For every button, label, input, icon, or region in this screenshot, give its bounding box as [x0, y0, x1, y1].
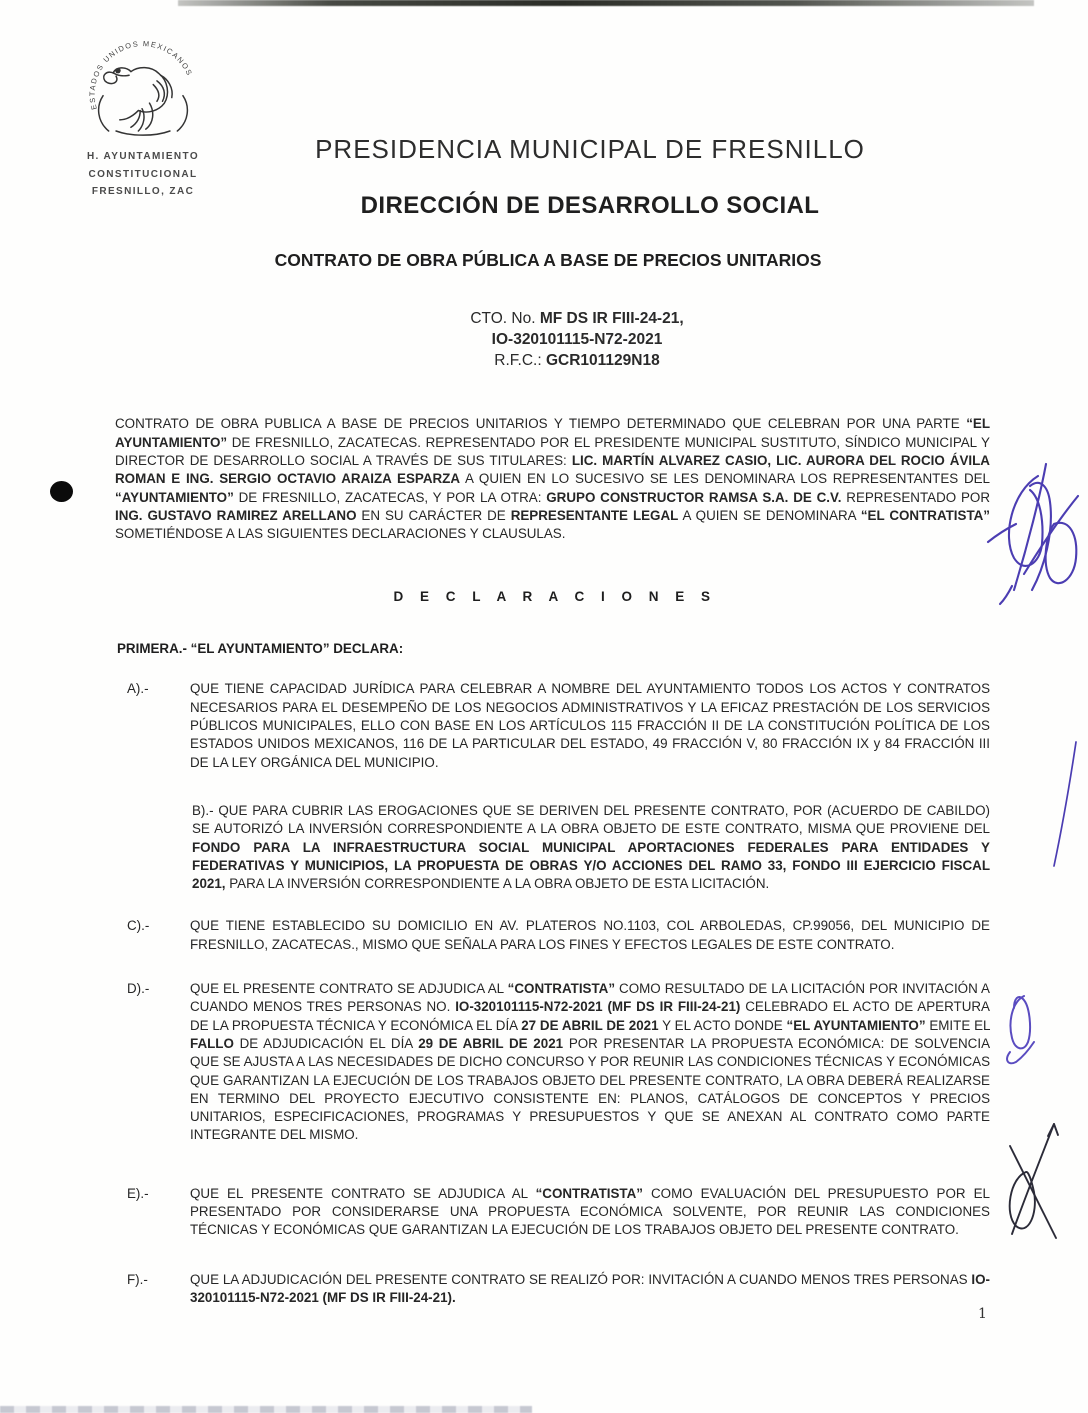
declaration-item-a: [127, 680, 990, 771]
primera-declara-heading: PRIMERA.- “EL AYUNTAMIENTO” DECLARA:: [117, 641, 404, 657]
item-label-f: F).-: [127, 1271, 148, 1287]
signature-ink-scribble: [982, 452, 1084, 608]
contract-type-title: CONTRATO DE OBRA PÚBLICA A BASE DE PRECIOS UNITARIOS: [274, 250, 822, 270]
item-text-c: QUE TIENE ESTABLECIDO SU DOMICILIO EN AV. PLATEROS NO.1103, COL ARBOLEDAS, CP.99056, DEL MUNICIPIO DE FRESNILLO, ZACATECAS., MISMO QUE SEÑALA PARA LOS FINES Y EFECTOS LEGALES DE ESTE CONTRATO.: [190, 918, 990, 952]
emblem-caption-line1: H. AYUNTAMIENTO: [86, 151, 200, 162]
emblem-caption-line3: FRESNILLO, ZAC: [91, 186, 195, 197]
x-ink-mark: [996, 1116, 1066, 1246]
letterhead-emblem-block: [58, 40, 228, 201]
margin-line-ink-mark: [1046, 738, 1082, 870]
mexican-coat-of-arms-icon: [79, 40, 207, 144]
declaration-item-f: [127, 1271, 990, 1308]
page-title: PRESIDENCIA MUNICIPAL DE FRESNILLO: [315, 134, 865, 164]
scan-artifact-bottom-bar: [0, 1406, 532, 1413]
contract-number-line-1: CTO. No. MF DS IR FIII-24-21,: [470, 310, 684, 327]
item-text-f: QUE LA ADJUDICACIÓN DEL PRESENTE CONTRATO SE REALIZÓ POR: INVITACIÓN A CUANDO MENOS TRES PERSONAS IO-320101115-N72-2021 (MF DS IR FIII-24-21).: [190, 1271, 990, 1305]
declaration-item-c: [127, 917, 990, 954]
item-label-d: D).-: [127, 981, 150, 997]
item-text-d: QUE EL PRESENTE CONTRATO SE ADJUDICA AL “CONTRATISTA” COMO RESULTADO DE LA LICITACIÓN POR INVITACIÓN A CUANDO MENOS TRES PERSONAS NO. IO-320101115-N72-2021 (MF DS IR FIII-24-21) CELEBRADO EL ACTO DE APERTURA DE LA PROPUESTA TÉCNICA Y ECONÓMICA EL DÍA 27 DE ABRIL DE 2021 Y EL ACTO DONDE “EL AYUNTAMIENTO” EMITE EL FALLO DE ADJUDICACIÓN EL DÍA 29 DE ABRIL DE 2021 POR PRESENTAR LA PROPUESTA ECONÓMICA: DE SOLVENCIA QUE SE AJUSTA A LAS NECESIDADES DE DICHO CONCURSO Y POR REUNIR LAS CONDICIONES TÉCNICAS Y ECONÓMICAS QUE GARANTIZAN LA EJECUCIÓN DE LOS TRABAJOS OBJETO DEL PRESENTE CONTRATO, LA OBRA DEBERÁ REALIZARSE EN TERMINO DEL PROYECTO EJECUTIVO CONSISTENTE EN: PLANOS, CATÁLOGOS DE CONCEPTOS Y PRECIOS UNITARIOS, ESPECIFICACIONES, PROGRAMAS Y PRESUPUESTOS Y QUE SE ANEXAN AL CONTRATO COMO PARTE INTEGRANTE DEL MISMO.: [190, 981, 990, 1143]
page-number: 1: [978, 1306, 987, 1322]
declaration-item-e: [127, 1185, 990, 1240]
declaration-item-b: B).- QUE PARA CUBRIR LAS EROGACIONES QUE SE DERIVEN DEL PRESENTE CONTRATO, POR (ACUERDO DE CABILDO) SE AUTORIZÓ LA INVERSIÓN CORRESPONDIENTE A LA OBRA OBJETO DE ESTE CONTRATO, MISMA QUE PROVIENE DEL FONDO PARA LA INFRAESTRUCTURA SOCIAL MUNICIPAL APORTACIONES FEDERALES PARA ENTIDADES Y FEDERATIVAS Y MUNICIPIOS, LA PROPUESTA DE OBRAS Y/O ACCIONES DEL RAMO 33, FONDO III EJERCICIO FISCAL 2021, PARA LA INVERSIÓN CORRESPONDIENTE A LA OBRA OBJETO DE ESTA LICITACIÓN.: [192, 802, 990, 892]
item-text-e: QUE EL PRESENTE CONTRATO SE ADJUDICA AL “CONTRATISTA” COMO EVALUACIÓN DEL PRESUPUESTO POR EL PRESENTADO POR CONSIDERARSE UNA PROPUESTA ECONÓMICA SOLVENTE, POR REUNIR LAS CONDICIONES TÉCNICAS Y ECONÓMICAS QUE GARANTIZAN LA EJECUCIÓN DE LOS TRABAJOS OBJETO DEL PRESENTE CONTRATO.: [190, 1185, 990, 1238]
declaration-item-d: [127, 980, 990, 1145]
contract-intro-paragraph: CONTRATO DE OBRA PUBLICA A BASE DE PRECIOS UNITARIOS Y TIEMPO DETERMINADO QUE CELEBRAN POR UNA PARTE “EL AYUNTAMIENTO” DE FRESNILLO, ZACATECAS. REPRESENTADO POR EL PRESIDENTE MUNICIPAL SUSTITUTO, SÍNDICO MUNICIPAL Y DIRECTOR DE DESARROLLO SOCIAL A TRAVÉS DE SUS TITULARES: LIC. MARTÍN ALVAREZ CASIO, LIC. AURORA DEL ROCIO ÁVILA ROMAN E ING. SERGIO OCTAVIO ARAIZA ESPARZA A QUIEN EN LO SUCESIVO SE LES DENOMINARA LOS REPRESENTANTES DEL “AYUNTAMIENTO” DE FRESNILLO, ZACATECAS, Y POR LA OTRA: GRUPO CONSTRUCTOR RAMSA S.A. DE C.V. REPRESENTADO POR ING. GUSTAVO RAMIREZ ARELLANO EN SU CARÁCTER DE REPRESENTANTE LEGAL A QUIEN SE DENOMINARA “EL CONTRATISTA” SOMETIÉNDOSE A LAS SIGUIENTES DECLARACIONES Y CLAUSULAS.: [115, 416, 991, 542]
contract-rfc-line: R.F.C.: GCR101129N18: [494, 351, 660, 369]
ink-dot-mark: [50, 481, 73, 502]
scan-artifact-top-bar: [178, 0, 1034, 6]
item-label-c: C).-: [127, 918, 150, 934]
emblem-caption-line2: CONSTITUCIONAL: [88, 168, 198, 180]
item-label-e: E).-: [127, 1185, 149, 1201]
item-label-a: A).-: [127, 681, 149, 697]
contract-number-line-2: IO-320101115-N72-2021: [491, 330, 663, 348]
loop-ink-mark: [1000, 990, 1038, 1074]
declaraciones-heading: D E C L A R A C I O N E S: [393, 589, 717, 605]
department-title: DIRECCIÓN DE DESARROLLO SOCIAL: [360, 192, 820, 219]
contract-number-block: [66, 309, 1088, 371]
emblem-seal-text: ESTADOS UNIDOS MEXICANOS: [87, 40, 195, 111]
item-text-a: QUE TIENE CAPACIDAD JURÍDICA PARA CELEBRAR A NOMBRE DEL AYUNTAMIENTO TODOS LOS ACTOS Y CONTRATOS NECESARIOS PARA EL DESEMPEÑO DE LOS NEGOCIOS ADMINISTRATIVOS Y LA EFICAZ PRESTACIÓN DE LOS SERVICIOS PÚBLICOS MUNICIPALES, ELLO CON BASE EN LOS ARTÍCULOS 115 FRACCIÓN II DE LA CONSTITUCIÓN POLÍTICA DE LOS ESTADOS UNIDOS MEXICANOS, 116 DE LA PARTICULAR DEL ESTADO, 49 FRACCIÓN V, 80 FRACCIÓN IX y 84 FRACCIÓN III DE LA LEY ORGÁNICA DEL MUNICIPIO.: [190, 681, 990, 770]
